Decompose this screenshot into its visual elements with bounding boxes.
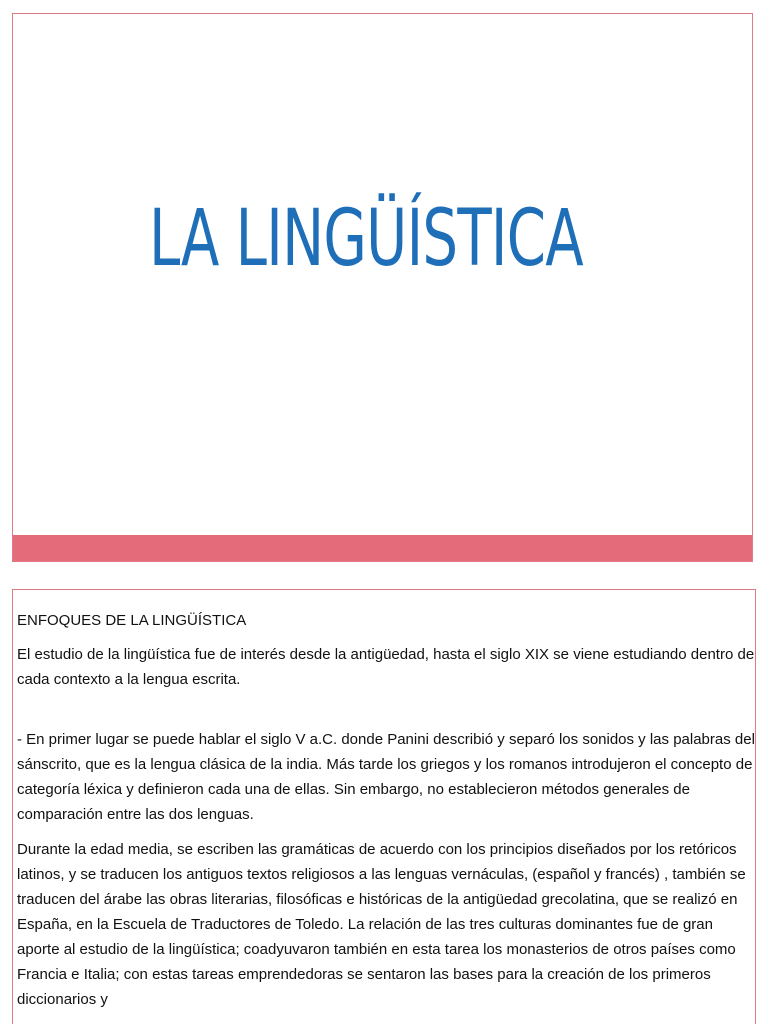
paragraph-intro: El estudio de la lingüística fue de interés desde la antigüedad, hasta el siglo XIX se viene estudiando dentro de cada contexto a la lengua escrita. [17,646,755,688]
title-slide [12,13,753,562]
paragraph-antiquity: - En primer lugar se puede hablar el siglo V a.C. donde Panini describió y separó los sonidos y las palabras del sánscrito, que es la lengua clásica de la india. Más tarde los griegos y los romanos introdujeron el concepto de categoría léxica y definieron cada una de ellas. Sin embargo, no establecieron métodos generales de comparación entre las dos lenguas. [17,731,755,823]
section-heading: ENFOQUES DE LA LINGÜÍSTICA [17,612,247,629]
paragraph-spacer [17,702,755,727]
slide-title: LA LINGÜÍSTICA [149,194,583,284]
document-page [12,589,756,1024]
paragraph-middle-ages: Durante la edad media, se escriben las gramáticas de acuerdo con los principios diseñados por los retóricos latinos, y se traducen los antiguos textos religiosos a las lenguas vernáculas, (español y francés) , también se traducen del árabe las obras literarias, filosóficas e históricas de la antigüedad grecolatina, que se realizó en España, en la Escuela de Traductores de Toledo. La relación de las tres culturas dominantes fue de gran aporte al estudio de la lingüística; coadyuvaron también en esta tarea los monasterios de otros países como Francia e Italia; con estas tareas emprendedoras se sentaron las bases para la creación de los primeros diccionarios y [17,841,746,1008]
slide-accent-band [13,535,752,561]
